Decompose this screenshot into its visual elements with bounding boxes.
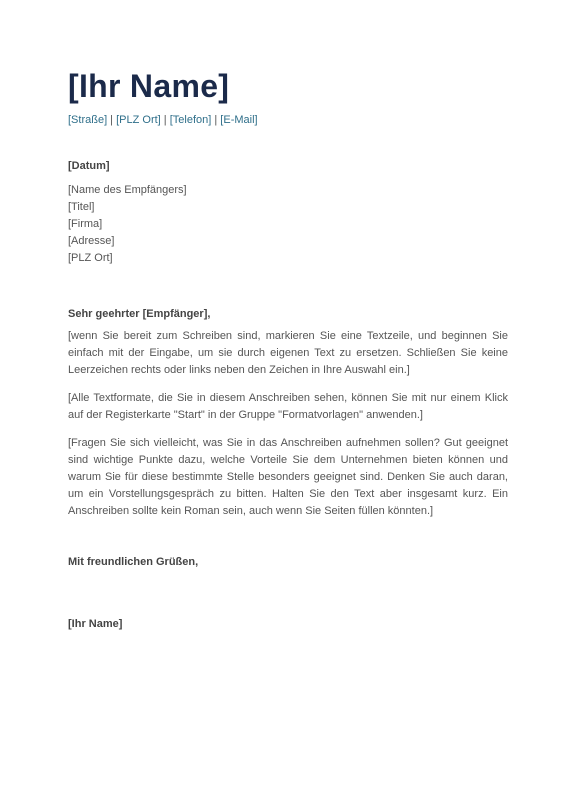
salutation[interactable]: Sehr geehrter [Empfänger], bbox=[68, 308, 211, 320]
recipient-address[interactable]: [Adresse] bbox=[68, 235, 115, 247]
letter-content bbox=[68, 66, 508, 632]
sender-contact-line bbox=[68, 112, 508, 128]
recipient-company[interactable]: [Firma] bbox=[68, 218, 103, 230]
body-paragraph[interactable]: [Fragen Sie sich vielleicht, was Sie in das Anschreiben aufnehmen sollen? Gut geeignet sind wichtige Punkte dazu, welche Vorteile Sie dem Unternehmen bieten können und warum Sie für diese bestimmte Stelle besonders geeignet sind. Denken Sie auch daran, um ein Vorstellungsgespräch zu bitten. Halten Sie den Text aber insgesamt kurz. Ein Anschreiben sollte kein Roman sein, auch wenn Sie Seiten füllen könnten.] bbox=[68, 437, 508, 517]
contact-street[interactable]: [Straße] bbox=[68, 114, 108, 126]
recipient-address-block bbox=[68, 182, 508, 267]
recipient-title[interactable]: [Titel] bbox=[68, 201, 95, 213]
contact-phone[interactable]: [Telefon] bbox=[169, 114, 212, 126]
recipient-name[interactable]: [Name des Empfängers] bbox=[68, 184, 187, 196]
contact-city[interactable]: [PLZ Ort] bbox=[116, 114, 161, 126]
recipient-city[interactable]: [PLZ Ort] bbox=[68, 252, 113, 264]
body-paragraph[interactable]: [Alle Textformate, die Sie in diesem Anschreiben sehen, können Sie mit nur einem Klick auf der Registerkarte "Start" in der Gruppe "Formatvorlagen" anwenden.] bbox=[68, 392, 508, 421]
closing-phrase[interactable]: Mit freundlichen Grüßen, bbox=[68, 556, 199, 568]
letter-date[interactable]: [Datum] bbox=[68, 160, 110, 172]
body-paragraph[interactable]: [wenn Sie bereit zum Schreiben sind, markieren Sie eine Textzeile, und beginnen Sie einfach mit der Eingabe, um sie durch eigenen Text zu ersetzen. Schließen Sie keine Leerzeichen rechts oder links neben den Zeichen in Ihre Auswahl ein.] bbox=[68, 330, 508, 376]
contact-separator: | bbox=[107, 114, 117, 126]
sender-name[interactable]: [Ihr Name] bbox=[68, 68, 230, 104]
signature-name[interactable]: [Ihr Name] bbox=[68, 618, 123, 630]
contact-separator: | bbox=[160, 114, 170, 126]
contact-separator: | bbox=[211, 114, 221, 126]
contact-email[interactable]: [E-Mail] bbox=[220, 114, 258, 126]
